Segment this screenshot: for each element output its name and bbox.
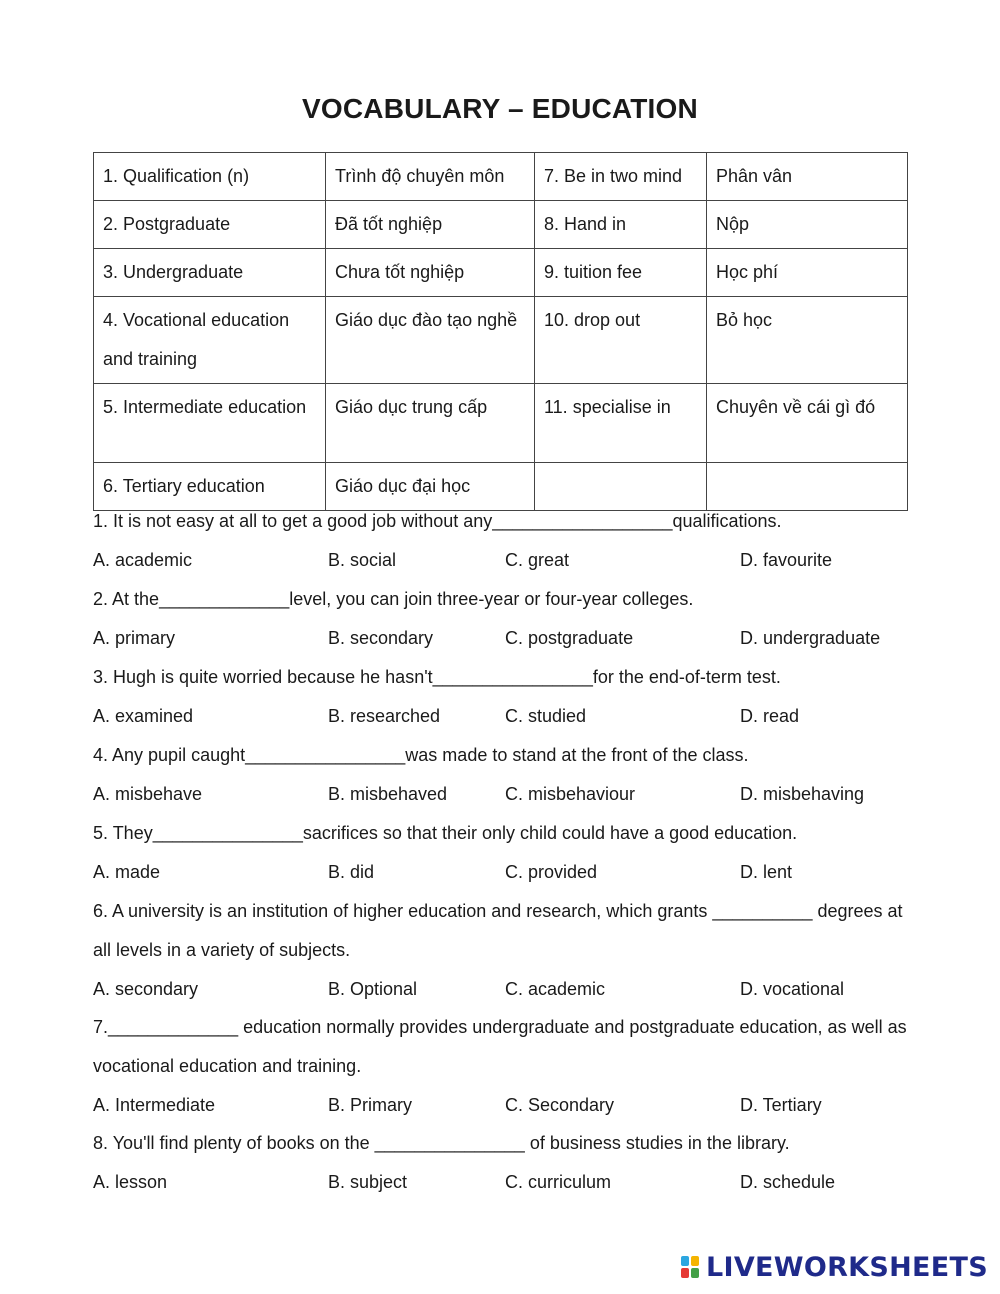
vocab-row <box>94 249 908 297</box>
answer-option[interactable]: A. lesson <box>93 1172 168 1192</box>
question-prompt: 5. They <box>93 823 153 843</box>
question-prompt: 6. A university is an institution of higher education and research, which grants <box>93 901 713 921</box>
answer-option[interactable]: A. Intermediate <box>93 1095 216 1115</box>
answer-blank[interactable]: _______________ <box>152 823 303 843</box>
answer-option[interactable]: B. researched <box>328 706 441 726</box>
question-text <box>93 580 913 619</box>
answer-option[interactable]: D. schedule <box>740 1172 836 1192</box>
answer-option[interactable]: A. academic <box>93 550 193 570</box>
answer-option[interactable]: B. secondary <box>328 628 434 648</box>
question-continuation: sacrifices so that their only child could have a good education. <box>302 823 798 843</box>
answer-blank[interactable]: __________________ <box>492 511 673 531</box>
answer-option[interactable]: D. undergraduate <box>740 628 881 648</box>
term-vi: Bỏ học <box>707 297 908 384</box>
answer-blank[interactable]: _____________ <box>159 589 290 609</box>
term-en: 9. tuition fee <box>535 249 707 297</box>
term-vi: Học phí <box>707 249 908 297</box>
answer-option[interactable]: C. misbehaviour <box>505 784 636 804</box>
question-text <box>93 1008 913 1086</box>
term-vi: Phân vân <box>707 153 908 201</box>
term-en: 7. Be in two mind <box>535 153 707 201</box>
term-en: 3. Undergraduate <box>94 249 326 297</box>
answer-option[interactable]: D. vocational <box>740 979 845 999</box>
answer-options <box>93 541 913 580</box>
answer-option[interactable]: A. secondary <box>93 979 199 999</box>
answer-options <box>93 970 913 1009</box>
term-en: 1. Qualification (n) <box>94 153 326 201</box>
answer-option[interactable]: B. misbehaved <box>328 784 448 804</box>
question-prompt: 7. <box>93 1017 109 1037</box>
term-vi: Chuyên về cái gì đó <box>707 384 908 463</box>
answer-blank[interactable]: _____________ <box>108 1017 239 1037</box>
vocabulary-table <box>93 152 908 511</box>
term-vi: Đã tốt nghiệp <box>326 201 535 249</box>
term-vi: Giáo dục đại học <box>326 463 535 511</box>
question-prompt: 8. You'll find plenty of books on the <box>93 1133 375 1153</box>
vocab-row <box>94 201 908 249</box>
term-vi: Chưa tốt nghiệp <box>326 249 535 297</box>
answer-option[interactable]: C. provided <box>505 862 598 882</box>
answer-options <box>93 1086 913 1125</box>
answer-options <box>93 775 913 814</box>
answer-options <box>93 1163 913 1202</box>
answer-option[interactable]: D. lent <box>740 862 793 882</box>
question-text <box>93 814 913 853</box>
answer-option[interactable]: B. Optional <box>328 979 418 999</box>
answer-blank[interactable]: ________________ <box>245 745 406 765</box>
page-title: VOCABULARY – EDUCATION <box>302 93 698 124</box>
question-continuation: education normally provides undergraduate and postgraduate education, as well as vocational education and training. <box>93 1017 907 1076</box>
answer-option[interactable]: A. primary <box>93 628 176 648</box>
answer-option[interactable]: C. academic <box>505 979 606 999</box>
answer-blank[interactable]: _______________ <box>374 1133 525 1153</box>
answer-blank[interactable]: ________________ <box>432 667 593 687</box>
answer-option[interactable]: A. misbehave <box>93 784 203 804</box>
brand-mark-icon <box>680 1255 700 1279</box>
answer-option[interactable]: A. made <box>93 862 161 882</box>
term-en: 5. Intermediate education <box>94 384 326 463</box>
answer-option[interactable]: D. favourite <box>740 550 833 570</box>
question-continuation: qualifications. <box>672 511 782 531</box>
answer-option[interactable]: B. did <box>328 862 375 882</box>
vocab-row <box>94 153 908 201</box>
question-continuation: degrees at all levels in a variety of subjects. <box>93 901 903 960</box>
vocab-row <box>94 297 908 384</box>
answer-option[interactable]: A. examined <box>93 706 194 726</box>
answer-option[interactable]: C. studied <box>505 706 587 726</box>
vocab-row <box>94 384 908 463</box>
question-text <box>93 736 913 775</box>
answer-blank[interactable]: __________ <box>712 901 813 921</box>
answer-option[interactable]: B. Primary <box>328 1095 413 1115</box>
question-text <box>93 892 913 970</box>
term-en: 11. specialise in <box>535 384 707 463</box>
term-en: 10. drop out <box>535 297 707 384</box>
question-continuation: level, you can join three-year or four-year colleges. <box>289 589 694 609</box>
question-text <box>93 1124 913 1163</box>
answer-option[interactable]: C. great <box>505 550 570 570</box>
question-continuation: of business studies in the library. <box>524 1133 790 1153</box>
answer-option[interactable]: D. Tertiary <box>740 1095 822 1115</box>
question-text <box>93 658 913 697</box>
question-prompt: 2. At the <box>93 589 160 609</box>
answer-options <box>93 697 913 736</box>
question-text <box>93 502 913 541</box>
answer-option[interactable]: B. social <box>328 550 397 570</box>
answer-option[interactable]: B. subject <box>328 1172 408 1192</box>
liveworksheets-logo <box>680 1252 988 1282</box>
term-en: 8. Hand in <box>535 201 707 249</box>
question-continuation: was made to stand at the front of the class. <box>405 745 749 765</box>
term-en: 2. Postgraduate <box>94 201 326 249</box>
term-en: 6. Tertiary education <box>94 463 326 511</box>
question-prompt: 3. Hugh is quite worried because he hasn't <box>93 667 433 687</box>
answer-option[interactable]: C. curriculum <box>505 1172 612 1192</box>
answer-option[interactable]: C. postgraduate <box>505 628 634 648</box>
brand-name: LIVEWORKSHEETS <box>705 1251 988 1283</box>
term-en: 4. Vocational education and training <box>94 297 326 384</box>
answer-option[interactable]: D. misbehaving <box>740 784 865 804</box>
answer-option[interactable]: D. read <box>740 706 800 726</box>
term-vi: Giáo dục trung cấp <box>326 384 535 463</box>
term-vi: Nộp <box>707 201 908 249</box>
question-continuation: for the end-of-term test. <box>592 667 781 687</box>
answer-option[interactable]: C. Secondary <box>505 1095 615 1115</box>
term-vi: Giáo dục đào tạo nghề <box>326 297 535 384</box>
answer-options <box>93 619 913 658</box>
question-prompt: 4. Any pupil caught <box>93 745 246 765</box>
question-prompt: 1. It is not easy at all to get a good job without any <box>93 511 493 531</box>
answer-options <box>93 853 913 892</box>
term-vi: Trình độ chuyên môn <box>326 153 535 201</box>
